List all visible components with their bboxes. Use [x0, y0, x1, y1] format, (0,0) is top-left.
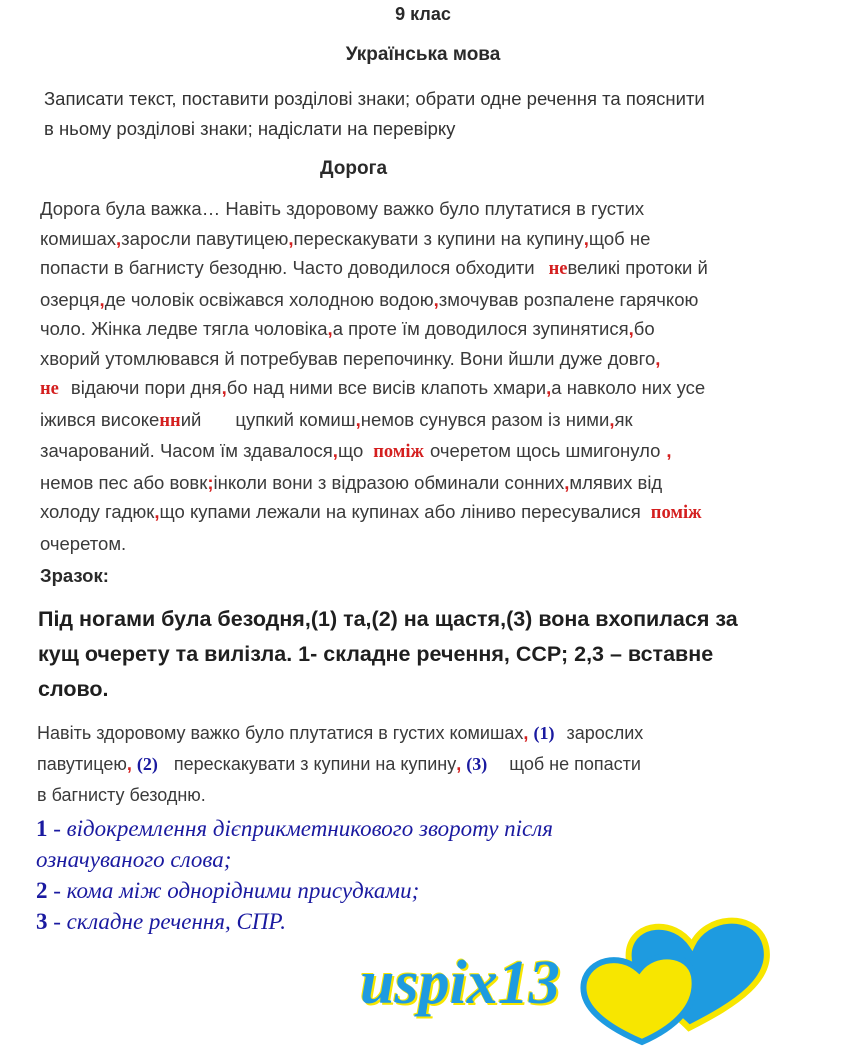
sample-line-3: слово. — [38, 677, 109, 701]
inserted-nn: нн — [159, 410, 181, 431]
explanation-item-1-cont: означуваного слова; — [36, 847, 232, 872]
story-line: холоду гадюк,що купами лежали на купинах або ліниво пересувалися поміж — [40, 501, 702, 523]
inserted-pomizh: поміж — [650, 503, 702, 523]
explanation-item-3: 3 - складне речення, СПР. — [36, 909, 286, 934]
task-line-2: в ньому розділові знаки; надіслати на перевірку — [44, 117, 456, 139]
analysis-line: в багнисту безодню. — [37, 785, 206, 805]
explanation-list — [36, 813, 553, 937]
story-title: Дорога — [320, 158, 388, 179]
subject-heading: Українська мова — [345, 44, 501, 65]
story-line: іжився високенний цупкий комиш,немов сунувся разом із ними,як — [40, 408, 633, 431]
task-line-1: Записати текст, поставити розділові знаки; обрати одне речення та пояснити — [44, 88, 705, 109]
story-line: хворий утомлювався й потребував перепочинку. Вони йшли дуже довго, — [40, 347, 661, 369]
yellow-heart-icon — [583, 956, 694, 1042]
explanation-item-2: 2 - кома між однорідними присудками; — [36, 878, 420, 903]
watermark-text: uspix13 — [360, 949, 560, 1017]
story-line: чоло. Жінка ледве тягла чоловіка,а проте їм доводилося зупинятися,бо — [40, 318, 655, 339]
story-line: озерця,де чоловік освіжався холодною водою,змочував розпалене гарячкою — [40, 288, 699, 310]
inserted-pomizh: поміж — [373, 442, 424, 462]
story-text — [40, 194, 708, 558]
marker-1: (1) — [533, 723, 555, 743]
story-line: попасти в багнисту безодню. Часто доводилося обходити невеликі протоки й — [40, 257, 708, 279]
watermark-logo — [360, 948, 560, 1019]
explanation-item-1: 1 - відокремлення дієприкметникового звороту після — [36, 816, 553, 841]
story-line: зачарований. Часом їм здавалося,що поміж очеретом щось шмигонуло , — [40, 440, 672, 462]
grade-heading: 9 клас — [395, 4, 451, 24]
sample-line-1: Під ногами була безодня,(1) та,(2) на щастя,(3) вона вхопилася за — [38, 607, 738, 631]
story-line: Дорога була важка… Навіть здоровому важко було плутатися в густих — [40, 198, 645, 219]
sample-sentence — [38, 602, 738, 707]
inserted-ne: не — [548, 259, 568, 279]
analysis-line: Навіть здоровому важко було плутатися в густих комишах, (1) зарослих — [37, 723, 644, 743]
story-line: не відаючи пори дня,бо над ними все висів клапоть хмари,а навколо них усе — [40, 377, 706, 399]
inserted-ne: не — [40, 379, 59, 399]
story-line: немов пес або вовк;інколи вони з відразою обминали сонних,млявих від — [40, 471, 663, 493]
hearts-icon — [574, 910, 804, 1050]
marker-2: (2) — [136, 754, 158, 774]
story-line: очеретом. — [40, 532, 127, 554]
sample-label: Зразок: — [40, 565, 109, 586]
sample-line-2: кущ очерету та вилізла. 1- складне речення, ССР; 2,3 – вставне — [38, 642, 714, 666]
analysis-line: павутицею, (2) перескакувати з купини на купину, (3) щоб не попасти — [37, 754, 641, 774]
analysis-sentence — [37, 718, 643, 811]
story-line: комишах,заросли павутицею,перескакувати з купини на купину,щоб не — [40, 227, 651, 249]
task-text — [44, 84, 705, 143]
marker-3: (3) — [466, 754, 488, 774]
